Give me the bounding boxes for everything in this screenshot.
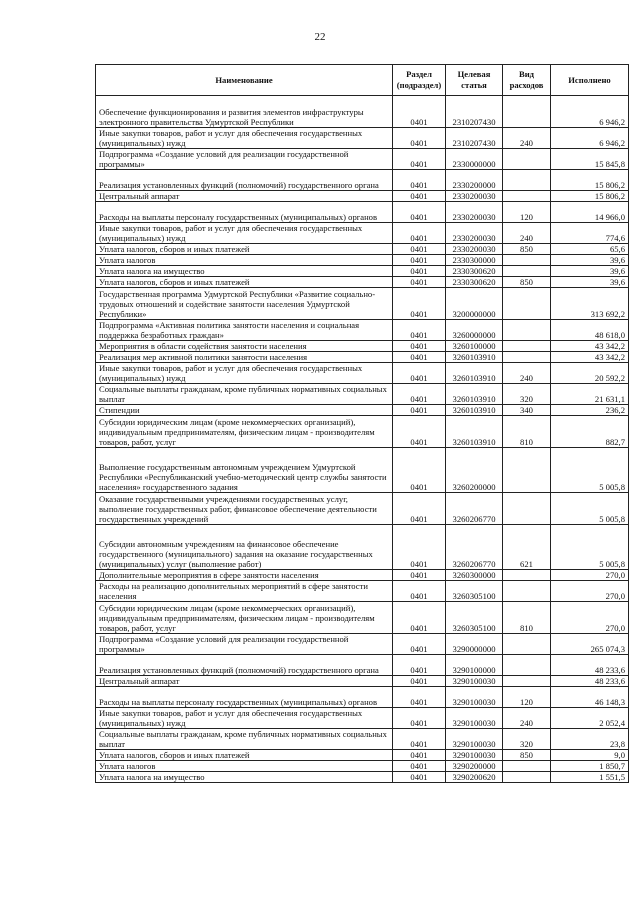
cell-target: 3260206770	[446, 493, 503, 525]
table-row	[96, 223, 629, 244]
cell-executed: 5 005,8	[551, 448, 629, 493]
table-row	[96, 525, 629, 570]
cell-target: 3290100030	[446, 676, 503, 687]
table-row	[96, 202, 629, 223]
cell-target: 3290100030	[446, 729, 503, 750]
cell-type	[503, 655, 551, 676]
cell-executed: 882,7	[551, 416, 629, 448]
cell-name: Уплата налогов	[96, 761, 393, 772]
cell-type	[503, 772, 551, 783]
cell-executed: 39,6	[551, 266, 629, 277]
cell-target: 2330200000	[446, 170, 503, 191]
cell-target: 2330000000	[446, 149, 503, 170]
cell-name: Стипендии	[96, 405, 393, 416]
cell-name: Уплата налога на имущество	[96, 772, 393, 783]
cell-section: 0401	[393, 363, 446, 384]
table-row	[96, 761, 629, 772]
cell-section: 0401	[393, 772, 446, 783]
table-row	[96, 581, 629, 602]
cell-name: Уплата налогов, сборов и иных платежей	[96, 244, 393, 255]
cell-type: 850	[503, 277, 551, 288]
cell-type: 340	[503, 405, 551, 416]
cell-executed: 43 342,2	[551, 352, 629, 363]
cell-section: 0401	[393, 729, 446, 750]
cell-section: 0401	[393, 708, 446, 729]
cell-executed: 270,0	[551, 570, 629, 581]
cell-type: 240	[503, 363, 551, 384]
cell-target: 3260103910	[446, 384, 503, 405]
cell-section: 0401	[393, 493, 446, 525]
table-row	[96, 405, 629, 416]
cell-section: 0401	[393, 341, 446, 352]
cell-type	[503, 170, 551, 191]
cell-type	[503, 676, 551, 687]
cell-section: 0401	[393, 416, 446, 448]
cell-target: 3260103910	[446, 363, 503, 384]
budget-table	[95, 64, 629, 783]
cell-type	[503, 191, 551, 202]
cell-section: 0401	[393, 750, 446, 761]
table-row	[96, 655, 629, 676]
cell-target: 3260103910	[446, 352, 503, 363]
cell-type: 120	[503, 202, 551, 223]
header-target: Целевая статья	[446, 65, 503, 96]
cell-target: 3290100030	[446, 687, 503, 708]
header-executed: Исполнено	[551, 65, 629, 96]
table-row	[96, 96, 629, 128]
cell-name: Иные закупки товаров, работ и услуг для обеспечения государственных (муниципальных) нужд	[96, 223, 393, 244]
table-row	[96, 750, 629, 761]
cell-name: Иные закупки товаров, работ и услуг для обеспечения государственных (муниципальных) нужд	[96, 708, 393, 729]
cell-target: 3200000000	[446, 288, 503, 320]
cell-section: 0401	[393, 244, 446, 255]
cell-target: 3290100000	[446, 655, 503, 676]
cell-section: 0401	[393, 570, 446, 581]
cell-target: 2330200030	[446, 191, 503, 202]
cell-executed: 48 618,0	[551, 320, 629, 341]
header-type: Вид расходов	[503, 65, 551, 96]
cell-target: 2310207430	[446, 128, 503, 149]
cell-name: Реализация установленных функций (полномочий) государственного органа	[96, 170, 393, 191]
table-row	[96, 341, 629, 352]
cell-name: Социальные выплаты гражданам, кроме публичных нормативных социальных выплат	[96, 384, 393, 405]
cell-name: Подпрограмма «Создание условий для реализации государственной программы»	[96, 149, 393, 170]
table-row	[96, 772, 629, 783]
cell-name: Реализация мер активной политики занятости населения	[96, 352, 393, 363]
cell-executed: 1 850,7	[551, 761, 629, 772]
table-row	[96, 149, 629, 170]
cell-section: 0401	[393, 581, 446, 602]
cell-section: 0401	[393, 128, 446, 149]
cell-type	[503, 149, 551, 170]
cell-type	[503, 493, 551, 525]
cell-executed: 43 342,2	[551, 341, 629, 352]
cell-type	[503, 341, 551, 352]
page-number: 22	[314, 31, 326, 43]
table-row	[96, 191, 629, 202]
cell-section: 0401	[393, 170, 446, 191]
cell-name: Субсидии автономным учреждениям на финансовое обеспечение государственного (муниципального) задания на оказание государственных (муниципальных) услуг (выполнение работ)	[96, 525, 393, 570]
table-row	[96, 687, 629, 708]
cell-name: Субсидии юридическим лицам (кроме некоммерческих организаций), индивидуальным предпринимателям, физическим лицам - производителям товаров, работ, услуг	[96, 602, 393, 634]
budget-table-container	[95, 64, 628, 783]
table-row	[96, 602, 629, 634]
cell-name: Субсидии юридическим лицам (кроме некоммерческих организаций), индивидуальным предпринимателям, физическим лицам - производителям товаров, работ, услуг	[96, 416, 393, 448]
cell-name: Подпрограмма «Создание условий для реализации государственной программы»	[96, 634, 393, 655]
cell-section: 0401	[393, 687, 446, 708]
cell-type	[503, 352, 551, 363]
cell-name: Уплата налогов	[96, 255, 393, 266]
cell-section: 0401	[393, 602, 446, 634]
cell-executed: 5 005,8	[551, 493, 629, 525]
cell-executed: 14 966,0	[551, 202, 629, 223]
cell-type	[503, 96, 551, 128]
cell-executed: 236,2	[551, 405, 629, 416]
table-row	[96, 708, 629, 729]
cell-executed: 774,6	[551, 223, 629, 244]
cell-executed: 15 806,2	[551, 191, 629, 202]
table-row	[96, 277, 629, 288]
cell-target: 3290100030	[446, 708, 503, 729]
cell-type	[503, 581, 551, 602]
cell-target: 3290100030	[446, 750, 503, 761]
cell-type: 240	[503, 708, 551, 729]
cell-name: Обеспечение функционирования и развития элементов инфраструктуры электронного правительства Удмуртской Республики	[96, 96, 393, 128]
cell-name: Уплата налогов, сборов и иных платежей	[96, 750, 393, 761]
cell-name: Уплата налога на имущество	[96, 266, 393, 277]
table-row	[96, 352, 629, 363]
cell-section: 0401	[393, 320, 446, 341]
cell-section: 0401	[393, 761, 446, 772]
cell-section: 0401	[393, 223, 446, 244]
cell-executed: 39,6	[551, 277, 629, 288]
cell-target: 3260103910	[446, 416, 503, 448]
table-row	[96, 320, 629, 341]
cell-executed: 265 074,3	[551, 634, 629, 655]
cell-name: Иные закупки товаров, работ и услуг для обеспечения государственных (муниципальных) нужд	[96, 363, 393, 384]
cell-section: 0401	[393, 655, 446, 676]
cell-executed: 15 806,2	[551, 170, 629, 191]
cell-type	[503, 570, 551, 581]
cell-executed: 15 845,8	[551, 149, 629, 170]
cell-executed: 46 148,3	[551, 687, 629, 708]
cell-section: 0401	[393, 288, 446, 320]
cell-executed: 2 052,4	[551, 708, 629, 729]
table-row	[96, 493, 629, 525]
cell-target: 3260305100	[446, 602, 503, 634]
cell-target: 2330300620	[446, 277, 503, 288]
cell-executed: 6 946,2	[551, 96, 629, 128]
cell-target: 3290200000	[446, 761, 503, 772]
cell-executed: 21 631,1	[551, 384, 629, 405]
cell-type: 120	[503, 687, 551, 708]
cell-type: 810	[503, 416, 551, 448]
cell-name: Центральный аппарат	[96, 676, 393, 687]
cell-name: Расходы на реализацию дополнительных мероприятий в сфере занятости населения	[96, 581, 393, 602]
table-row	[96, 570, 629, 581]
table-row	[96, 128, 629, 149]
cell-target: 2330200030	[446, 244, 503, 255]
cell-executed: 270,0	[551, 602, 629, 634]
table-row	[96, 244, 629, 255]
cell-target: 3260305100	[446, 581, 503, 602]
cell-name: Государственная программа Удмуртской Республики «Развитие социально-трудовых отношений и содействие занятости населения Удмуртской Республики»	[96, 288, 393, 320]
cell-section: 0401	[393, 634, 446, 655]
table-row	[96, 170, 629, 191]
cell-executed: 65,6	[551, 244, 629, 255]
cell-target: 2330200030	[446, 223, 503, 244]
table-row	[96, 266, 629, 277]
header-section: Раздел (подраздел)	[393, 65, 446, 96]
cell-type: 320	[503, 384, 551, 405]
cell-type: 320	[503, 729, 551, 750]
table-row	[96, 255, 629, 266]
cell-name: Социальные выплаты гражданам, кроме публичных нормативных социальных выплат	[96, 729, 393, 750]
cell-type: 240	[503, 223, 551, 244]
cell-executed: 48 233,6	[551, 676, 629, 687]
cell-target: 3260206770	[446, 525, 503, 570]
table-row	[96, 384, 629, 405]
cell-section: 0401	[393, 266, 446, 277]
cell-type: 621	[503, 525, 551, 570]
table-row	[96, 634, 629, 655]
table-row	[96, 288, 629, 320]
header-name: Наименование	[96, 65, 393, 96]
cell-section: 0401	[393, 255, 446, 266]
cell-target: 2310207430	[446, 96, 503, 128]
cell-target: 3290000000	[446, 634, 503, 655]
table-row	[96, 363, 629, 384]
cell-target: 2330300000	[446, 255, 503, 266]
cell-section: 0401	[393, 676, 446, 687]
cell-executed: 20 592,2	[551, 363, 629, 384]
cell-type: 240	[503, 128, 551, 149]
cell-name: Оказание государственными учреждениями государственных услуг, выполнение государственных работ, финансовое обеспечение деятельности государственных учреждений	[96, 493, 393, 525]
cell-target: 3260200000	[446, 448, 503, 493]
cell-executed: 6 946,2	[551, 128, 629, 149]
cell-section: 0401	[393, 191, 446, 202]
cell-name: Мероприятия в области содействия занятости населения	[96, 341, 393, 352]
cell-type	[503, 761, 551, 772]
cell-executed: 39,6	[551, 255, 629, 266]
cell-name: Выполнение государственным автономным учреждением Удмуртской Республики «Республиканский учебно-методический центр службы занятости населения» государственного задания	[96, 448, 393, 493]
cell-section: 0401	[393, 405, 446, 416]
cell-section: 0401	[393, 352, 446, 363]
cell-target: 3260000000	[446, 320, 503, 341]
cell-target: 3260100000	[446, 341, 503, 352]
table-row	[96, 676, 629, 687]
cell-section: 0401	[393, 149, 446, 170]
cell-type: 850	[503, 750, 551, 761]
cell-type	[503, 255, 551, 266]
cell-executed: 5 005,8	[551, 525, 629, 570]
cell-name: Подпрограмма «Активная политика занятости населения и социальная поддержка безработных граждан»	[96, 320, 393, 341]
cell-section: 0401	[393, 202, 446, 223]
cell-type	[503, 634, 551, 655]
cell-executed: 313 692,2	[551, 288, 629, 320]
cell-name: Расходы на выплаты персоналу государственных (муниципальных) органов	[96, 687, 393, 708]
cell-type	[503, 288, 551, 320]
table-row	[96, 729, 629, 750]
cell-target: 3260300000	[446, 570, 503, 581]
cell-section: 0401	[393, 384, 446, 405]
table-row	[96, 416, 629, 448]
cell-executed: 270,0	[551, 581, 629, 602]
cell-name: Дополнительные мероприятия в сфере занятости населения	[96, 570, 393, 581]
table-header-row	[96, 65, 629, 96]
cell-executed: 23,8	[551, 729, 629, 750]
cell-section: 0401	[393, 525, 446, 570]
cell-executed: 1 551,5	[551, 772, 629, 783]
cell-name: Расходы на выплаты персоналу государственных (муниципальных) органов	[96, 202, 393, 223]
cell-section: 0401	[393, 96, 446, 128]
cell-type	[503, 448, 551, 493]
cell-name: Центральный аппарат	[96, 191, 393, 202]
cell-section: 0401	[393, 448, 446, 493]
cell-name: Реализация установленных функций (полномочий) государственного органа	[96, 655, 393, 676]
cell-target: 3290200620	[446, 772, 503, 783]
cell-name: Уплата налогов, сборов и иных платежей	[96, 277, 393, 288]
cell-type	[503, 320, 551, 341]
cell-type: 810	[503, 602, 551, 634]
cell-section: 0401	[393, 277, 446, 288]
cell-name: Иные закупки товаров, работ и услуг для обеспечения государственных (муниципальных) нужд	[96, 128, 393, 149]
cell-target: 2330300620	[446, 266, 503, 277]
cell-type: 850	[503, 244, 551, 255]
cell-target: 2330200030	[446, 202, 503, 223]
cell-type	[503, 266, 551, 277]
cell-executed: 48 233,6	[551, 655, 629, 676]
table-row	[96, 448, 629, 493]
cell-target: 3260103910	[446, 405, 503, 416]
cell-executed: 9,0	[551, 750, 629, 761]
